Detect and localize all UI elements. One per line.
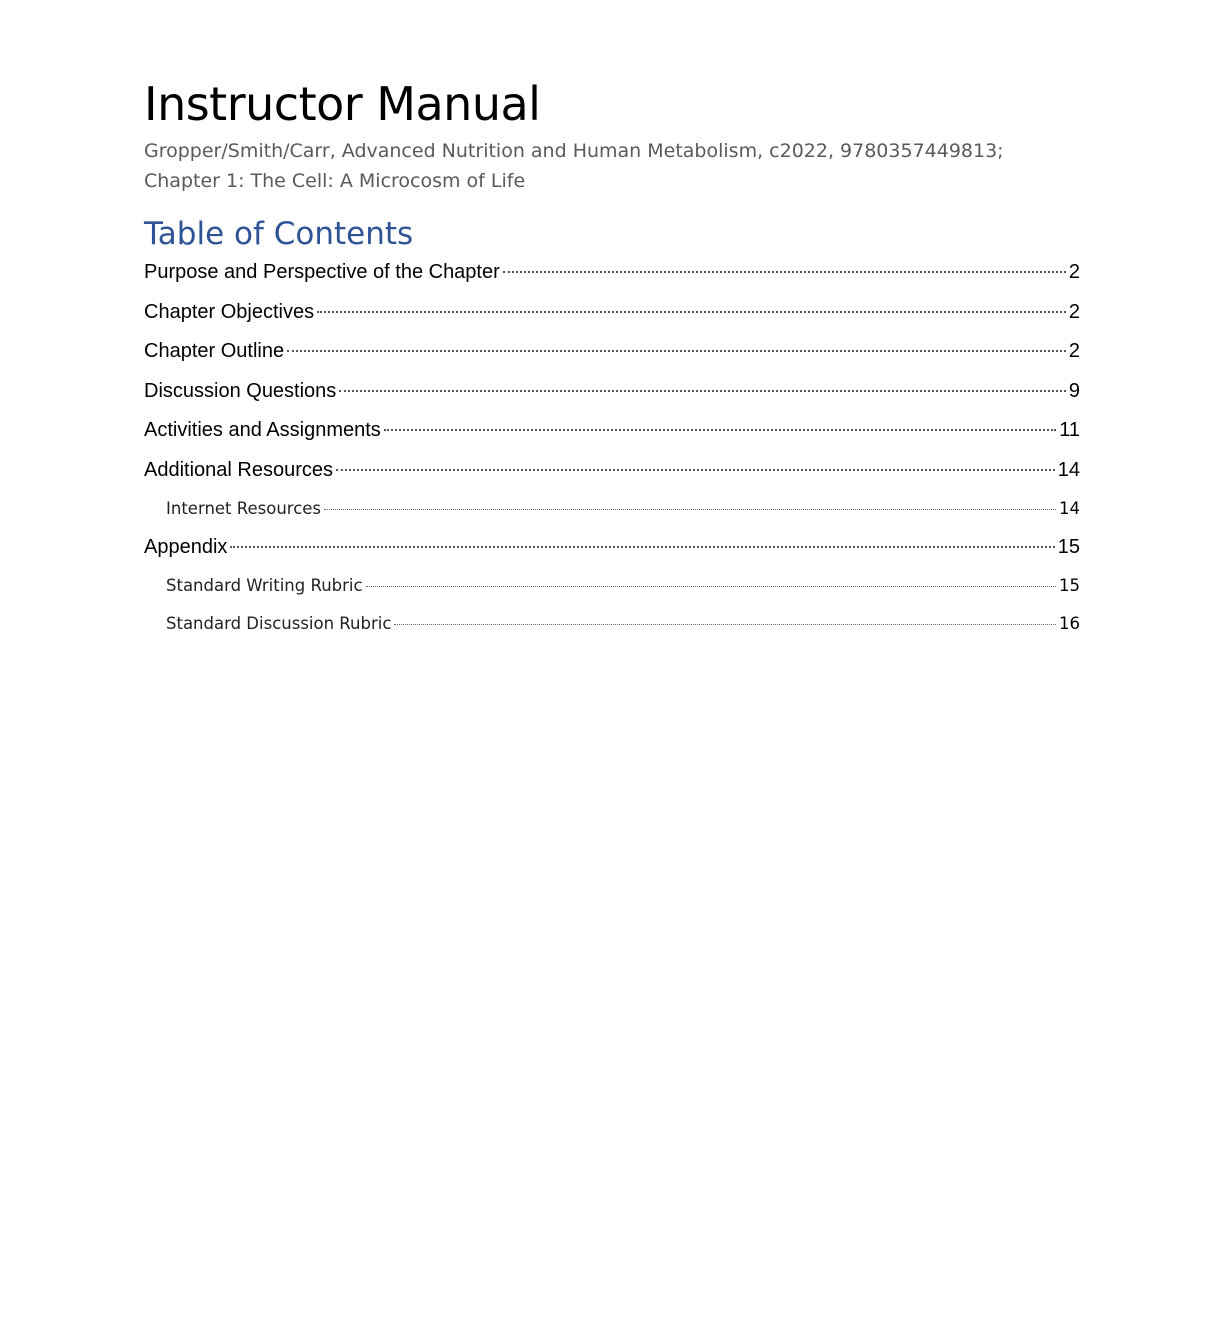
toc-dot-leader (366, 585, 1056, 587)
toc-entry-page-number: 11 (1059, 419, 1080, 441)
table-of-contents (144, 258, 1080, 647)
toc-dot-leader (336, 468, 1055, 471)
toc-entry-label: Additional Resources (144, 458, 333, 481)
toc-dot-leader (384, 428, 1056, 431)
toc-entry-page-number: 14 (1057, 458, 1080, 481)
toc-entry-standard-writing-rubric[interactable] (144, 572, 1080, 610)
toc-entry-page-number: 14 (1059, 499, 1080, 518)
toc-entry-label: Activities and Assignments (144, 419, 381, 441)
toc-entry-label: Discussion Questions (144, 379, 337, 402)
toc-entry-label: Chapter Outline (144, 340, 285, 362)
subtitle-line-1: Gropper/Smith/Carr, Advanced Nutrition and Human Metabolism, c2022, 9780357449813; (144, 140, 1004, 162)
toc-entry-page-number: 16 (1059, 613, 1080, 633)
toc-entry-label: Purpose and Perspective of the Chapter (144, 261, 500, 283)
toc-entry-internet-resources[interactable] (144, 495, 1080, 533)
toc-entry-label: Standard Discussion Rubric (166, 613, 392, 633)
toc-entry-chapter-objectives[interactable] (144, 298, 1080, 338)
toc-entry-standard-discussion-rubric[interactable] (144, 610, 1080, 648)
toc-entry-page-number: 15 (1057, 535, 1080, 558)
toc-entry-additional-resources[interactable] (144, 456, 1080, 496)
toc-dot-leader (339, 389, 1066, 392)
toc-dot-leader (230, 545, 1054, 548)
document-subtitle (144, 136, 1080, 196)
toc-entry-page-number: 9 (1068, 379, 1080, 402)
toc-heading: Table of Contents (144, 216, 414, 252)
toc-dot-leader (503, 270, 1066, 273)
toc-entry-activities-and-assignments[interactable] (144, 416, 1080, 456)
toc-entry-label: Standard Writing Rubric (166, 576, 363, 595)
toc-entry-appendix[interactable] (144, 533, 1080, 573)
toc-dot-leader (287, 349, 1066, 352)
document-title: Instructor Manual (144, 77, 541, 131)
page-content (144, 76, 1080, 647)
toc-entry-purpose-and-perspective[interactable] (144, 258, 1080, 298)
toc-entry-chapter-outline[interactable] (144, 337, 1080, 377)
toc-dot-leader (317, 310, 1066, 313)
toc-entry-discussion-questions[interactable] (144, 377, 1080, 417)
toc-dot-leader (394, 623, 1056, 625)
toc-entry-label: Internet Resources (166, 499, 322, 518)
toc-entry-label: Chapter Objectives (144, 300, 315, 323)
toc-entry-page-number: 2 (1068, 300, 1080, 323)
toc-entry-page-number: 2 (1068, 340, 1080, 362)
toc-entry-label: Appendix (144, 535, 228, 558)
toc-entry-page-number: 15 (1059, 576, 1080, 595)
toc-dot-leader (324, 508, 1056, 510)
subtitle-line-2: Chapter 1: The Cell: A Microcosm of Life (144, 170, 526, 192)
toc-entry-page-number: 2 (1068, 261, 1080, 283)
